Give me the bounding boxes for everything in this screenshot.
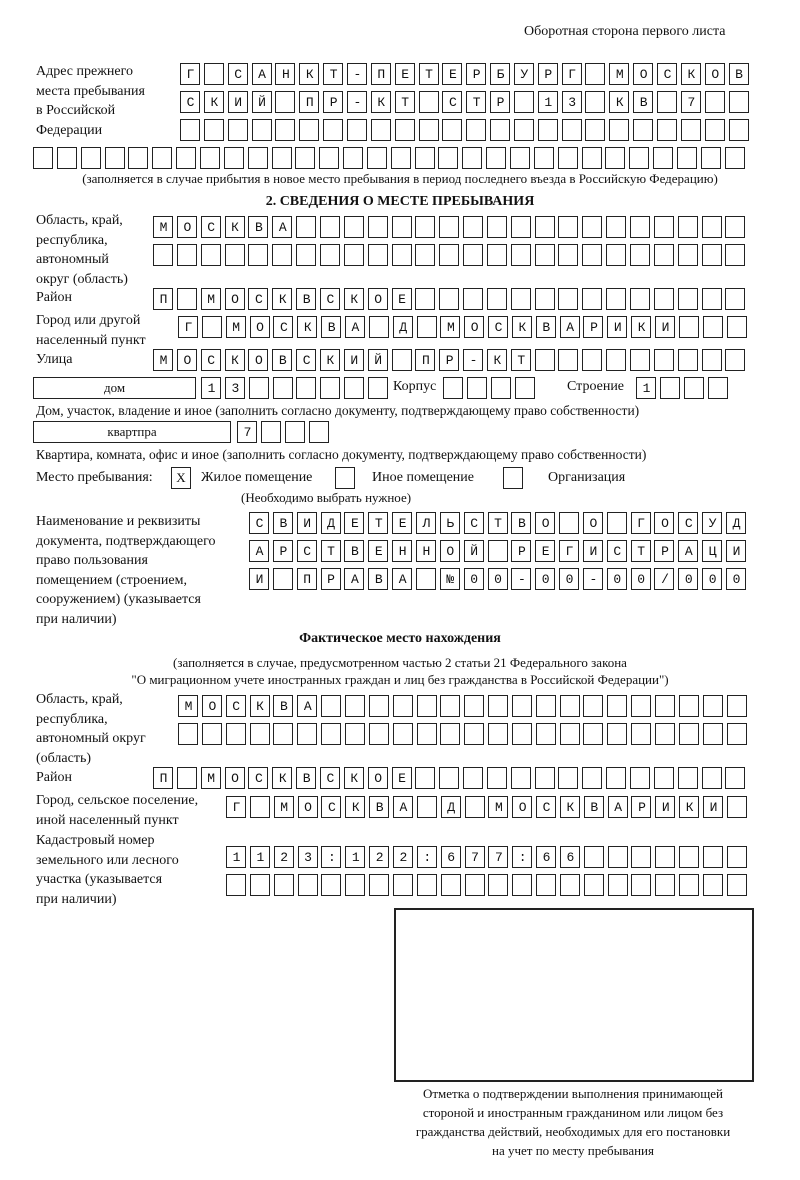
char-cell[interactable]	[535, 288, 555, 310]
char-cell[interactable]	[321, 723, 341, 745]
char-cell[interactable]	[486, 147, 506, 169]
char-cell[interactable]	[320, 377, 340, 399]
char-cell[interactable]	[536, 723, 556, 745]
char-cell[interactable]	[708, 377, 728, 399]
actual-note-1: (заполняется в случае, предусмотренном частью 2 статьи 21 Федерального закона	[173, 655, 627, 670]
char-cell[interactable]	[727, 695, 747, 717]
char-cell[interactable]	[631, 874, 651, 896]
char-cell[interactable]	[250, 874, 270, 896]
char-cell[interactable]	[654, 349, 674, 371]
char-cell[interactable]	[727, 874, 747, 896]
char-cell[interactable]	[345, 695, 365, 717]
choose-note: (Необходимо выбрать нужное)	[241, 490, 412, 505]
char-cell[interactable]	[702, 216, 722, 238]
char-cell[interactable]	[369, 695, 389, 717]
char-cell[interactable]	[439, 244, 459, 266]
char-cell[interactable]	[273, 377, 293, 399]
char-cell[interactable]	[560, 695, 580, 717]
char-cell[interactable]	[296, 377, 316, 399]
char-cell[interactable]	[727, 723, 747, 745]
char-cell[interactable]	[703, 695, 723, 717]
region-label: Область, край, республика, автономный округ (область)	[36, 213, 128, 287]
char-cell[interactable]	[248, 147, 268, 169]
cells-value: Г МОСКВА Д МОСКВАРИКИ	[232, 800, 734, 815]
house-type-field[interactable]: дом	[33, 377, 196, 399]
char-cell[interactable]	[200, 147, 220, 169]
char-cell[interactable]	[585, 119, 605, 141]
char-cell[interactable]	[273, 723, 293, 745]
char-cell[interactable]	[415, 216, 435, 238]
char-cell[interactable]	[608, 846, 628, 868]
char-cell[interactable]	[725, 349, 745, 371]
char-cell[interactable]	[393, 723, 413, 745]
char-cell[interactable]	[415, 244, 435, 266]
char-cell[interactable]	[607, 695, 627, 717]
char-cell[interactable]	[393, 695, 413, 717]
char-cell[interactable]	[679, 695, 699, 717]
char-cell[interactable]	[681, 119, 701, 141]
cells-value: СКИЙ ПР-КТ СТР 13 КВ 7	[186, 95, 712, 110]
char-cell[interactable]	[285, 421, 305, 443]
char-cell[interactable]	[512, 723, 532, 745]
char-cell[interactable]	[368, 244, 388, 266]
char-cell[interactable]	[684, 377, 704, 399]
char-cell[interactable]	[393, 874, 413, 896]
char-cell[interactable]	[345, 874, 365, 896]
char-cell[interactable]	[560, 874, 580, 896]
char-cell[interactable]	[343, 147, 363, 169]
char-cell[interactable]	[514, 119, 534, 141]
char-cell[interactable]	[606, 349, 626, 371]
char-cell[interactable]	[605, 147, 625, 169]
char-cell[interactable]	[511, 244, 531, 266]
previous-address-label: Адрес прежнего места пребывания в Российской Федерации	[36, 64, 145, 138]
char-cell[interactable]	[298, 874, 318, 896]
cells-value: СВИДЕТЕЛЬСТВО О ГОСУД	[255, 516, 757, 531]
char-cell[interactable]	[678, 216, 698, 238]
char-cell[interactable]	[442, 119, 462, 141]
char-cell[interactable]	[463, 288, 483, 310]
cells-value: 1	[642, 381, 667, 396]
char-cell[interactable]	[467, 377, 487, 399]
actual-city-label: Город, сельское поселение, иной населенный пункт	[36, 793, 199, 828]
char-cell[interactable]	[705, 119, 725, 141]
char-cell[interactable]	[633, 119, 653, 141]
structure-label: Строение	[567, 379, 625, 394]
char-cell[interactable]	[488, 723, 508, 745]
document-label: Наименование и реквизиты документа, подтверждающего право пользования помещением (строением, сооружением) (указывается при наличии)	[36, 514, 216, 627]
previous-address-note: (заполняется в случае прибытия в новое место пребывания в период последнего въезда в Российскую Федерацию)	[82, 171, 718, 186]
char-cell[interactable]	[630, 767, 650, 789]
char-cell[interactable]	[490, 119, 510, 141]
char-cell[interactable]	[725, 147, 745, 169]
char-cell[interactable]	[511, 767, 531, 789]
char-cell[interactable]	[419, 119, 439, 141]
actual-title: Фактическое место нахождения	[299, 631, 501, 646]
char-cell[interactable]	[582, 216, 602, 238]
char-cell[interactable]	[679, 846, 699, 868]
char-cell[interactable]	[462, 147, 482, 169]
section2-title: 2. СВЕДЕНИЯ О МЕСТЕ ПРЕБЫВАНИЯ	[265, 194, 535, 209]
char-cell[interactable]	[654, 288, 674, 310]
cells-value: П МОСКВСКОЕ	[159, 771, 422, 786]
char-cell[interactable]	[438, 147, 458, 169]
char-cell[interactable]	[606, 244, 626, 266]
char-cell[interactable]	[464, 723, 484, 745]
cells-value: Г МОСКВА Д МОСКВАРИКИ	[184, 320, 686, 335]
char-cell[interactable]	[440, 723, 460, 745]
char-cell[interactable]	[250, 723, 270, 745]
cells-value	[153, 244, 160, 267]
char-cell[interactable]	[725, 288, 745, 310]
char-cell[interactable]	[558, 147, 578, 169]
cells-value: МОСКОВСКИЙ ПР-КТ	[159, 353, 542, 368]
char-cell[interactable]	[344, 244, 364, 266]
char-cell[interactable]	[678, 767, 698, 789]
char-cell[interactable]	[703, 846, 723, 868]
char-cell[interactable]	[347, 119, 367, 141]
char-cell[interactable]	[729, 119, 749, 141]
char-cell[interactable]	[655, 846, 675, 868]
char-cell[interactable]	[81, 147, 101, 169]
char-cell[interactable]	[248, 244, 268, 266]
char-cell[interactable]	[512, 695, 532, 717]
char-cell[interactable]	[725, 767, 745, 789]
char-cell[interactable]	[584, 874, 604, 896]
char-cell[interactable]	[727, 316, 747, 338]
char-cell[interactable]	[487, 244, 507, 266]
cells-value	[180, 119, 187, 142]
char-cell[interactable]	[202, 723, 222, 745]
char-cell[interactable]	[702, 288, 722, 310]
char-cell[interactable]	[392, 244, 412, 266]
char-cell[interactable]	[488, 874, 508, 896]
char-cell[interactable]	[321, 874, 341, 896]
char-cell[interactable]	[371, 119, 391, 141]
char-cell[interactable]	[274, 874, 294, 896]
char-cell[interactable]	[655, 723, 675, 745]
char-cell[interactable]	[582, 349, 602, 371]
char-cell[interactable]	[538, 119, 558, 141]
char-cell[interactable]	[369, 723, 389, 745]
char-cell[interactable]	[678, 244, 698, 266]
char-cell[interactable]	[368, 377, 388, 399]
cadastre-label: Кадастровый номер земельного или лесного участка (указывается при наличии)	[36, 833, 179, 907]
char-cell[interactable]	[367, 147, 387, 169]
char-cell[interactable]	[201, 244, 221, 266]
char-cell[interactable]	[535, 767, 555, 789]
char-cell[interactable]	[488, 695, 508, 717]
char-cell[interactable]	[607, 723, 627, 745]
char-cell[interactable]	[152, 147, 172, 169]
char-cell[interactable]	[727, 846, 747, 868]
char-cell[interactable]	[653, 147, 673, 169]
other-premises-checkbox[interactable]	[335, 467, 355, 489]
district-label: Район	[36, 290, 72, 305]
char-cell[interactable]	[57, 147, 77, 169]
char-cell[interactable]	[582, 244, 602, 266]
char-cell[interactable]	[511, 288, 531, 310]
organization-checkbox[interactable]	[503, 467, 523, 489]
cells-value: АРСТВЕННОЙ РЕГИСТРАЦИ	[255, 544, 757, 559]
char-cell[interactable]	[679, 874, 699, 896]
char-cell[interactable]	[463, 216, 483, 238]
char-cell[interactable]	[606, 288, 626, 310]
char-cell[interactable]	[729, 91, 749, 113]
char-cell[interactable]	[631, 846, 651, 868]
cells-value: И ПРАВА №00-00-00/000	[255, 572, 757, 587]
residential-checkbox[interactable]: X	[171, 467, 191, 489]
char-cell[interactable]	[629, 147, 649, 169]
char-cell[interactable]	[657, 119, 677, 141]
char-cell[interactable]	[487, 767, 507, 789]
char-cell[interactable]	[272, 244, 292, 266]
cells-value: 7	[243, 425, 268, 440]
char-cell[interactable]	[105, 147, 125, 169]
char-cell[interactable]	[703, 723, 723, 745]
char-cell[interactable]	[345, 723, 365, 745]
char-cell[interactable]	[609, 119, 629, 141]
cells-value	[443, 377, 450, 400]
char-cell[interactable]	[344, 216, 364, 238]
cells-value	[178, 723, 185, 746]
char-cell[interactable]	[228, 119, 248, 141]
char-cell[interactable]	[296, 244, 316, 266]
char-cell[interactable]	[701, 147, 721, 169]
cells-value: МОСКВА	[159, 220, 303, 235]
char-cell[interactable]	[558, 767, 578, 789]
char-cell[interactable]	[463, 767, 483, 789]
street-label: Улица	[36, 352, 73, 367]
char-cell[interactable]	[583, 695, 603, 717]
char-cell[interactable]	[535, 244, 555, 266]
char-cell[interactable]	[176, 147, 196, 169]
char-cell[interactable]	[320, 244, 340, 266]
char-cell[interactable]	[630, 349, 650, 371]
char-cell[interactable]	[631, 723, 651, 745]
char-cell[interactable]	[464, 695, 484, 717]
char-cell[interactable]	[344, 377, 364, 399]
char-cell[interactable]	[654, 767, 674, 789]
char-cell[interactable]	[703, 874, 723, 896]
char-cell[interactable]	[417, 695, 437, 717]
char-cell[interactable]	[369, 874, 389, 896]
actual-note-2: "О миграционном учете иностранных граждан и лиц без гражданства в Российской Федерации")	[131, 672, 669, 687]
char-cell[interactable]	[560, 723, 580, 745]
cells-value: МОСКВА	[184, 699, 328, 714]
stamp-caption: Отметка о подтверждении выполнения принимающей стороной и иностранным гражданином или лицом без гражданства действий, необходимых для его постановки на учет по месту пребывания	[415, 1086, 731, 1158]
apartment-type-field[interactable]: квартпра	[33, 421, 231, 443]
cells-value: 1123:122:677:66	[232, 850, 591, 865]
place-label: Место пребывания:	[36, 470, 153, 485]
actual-district-label: Район	[36, 770, 72, 785]
char-cell[interactable]	[702, 349, 722, 371]
char-cell[interactable]	[275, 119, 295, 141]
char-cell[interactable]	[323, 119, 343, 141]
char-cell[interactable]	[535, 216, 555, 238]
char-cell[interactable]	[511, 216, 531, 238]
char-cell[interactable]	[558, 349, 578, 371]
apartment-note: Квартира, комната, офис и иное (заполнить согласно документу, подтверждающему право собственности)	[36, 447, 647, 462]
char-cell[interactable]	[395, 119, 415, 141]
char-cell[interactable]	[630, 216, 650, 238]
char-cell[interactable]	[562, 119, 582, 141]
house-note: Дом, участок, владение и иное (заполнить согласно документу, подтверждающему право собственности)	[36, 403, 640, 418]
char-cell[interactable]	[491, 377, 511, 399]
char-cell[interactable]	[582, 288, 602, 310]
char-cell[interactable]	[608, 874, 628, 896]
cells-value	[33, 147, 40, 170]
building-label: Корпус	[393, 379, 437, 394]
char-cell[interactable]	[487, 216, 507, 238]
char-cell[interactable]	[441, 874, 461, 896]
char-cell[interactable]	[606, 216, 626, 238]
char-cell[interactable]	[654, 216, 674, 238]
residential-label: Жилое помещение	[201, 470, 313, 485]
char-cell[interactable]	[630, 288, 650, 310]
char-cell[interactable]	[510, 147, 530, 169]
char-cell[interactable]	[252, 119, 272, 141]
other-premises-label: Иное помещение	[372, 470, 474, 485]
char-cell[interactable]	[319, 147, 339, 169]
city-label: Город или другой населенный пункт	[36, 313, 146, 348]
char-cell[interactable]	[415, 147, 435, 169]
char-cell[interactable]	[463, 244, 483, 266]
char-cell[interactable]	[309, 421, 329, 443]
char-cell[interactable]	[703, 316, 723, 338]
cells-value: Г САНКТ-ПЕТЕРБУРГ МОСКОВ	[186, 67, 760, 82]
char-cell[interactable]	[515, 377, 535, 399]
char-cell[interactable]	[679, 723, 699, 745]
char-cell[interactable]	[654, 244, 674, 266]
char-cell[interactable]	[655, 695, 675, 717]
actual-region-label: Область, край, республика, автономный округ (область)	[36, 692, 146, 766]
char-cell[interactable]	[630, 244, 650, 266]
char-cell[interactable]	[725, 216, 745, 238]
cells-value: 13	[207, 381, 256, 396]
char-cell[interactable]	[536, 874, 556, 896]
char-cell[interactable]	[439, 288, 459, 310]
char-cell[interactable]	[417, 723, 437, 745]
char-cell[interactable]	[272, 147, 292, 169]
page-note: Оборотная сторона первого листа	[524, 24, 726, 39]
char-cell[interactable]	[534, 147, 554, 169]
char-cell[interactable]	[320, 216, 340, 238]
char-cell[interactable]	[204, 119, 224, 141]
char-cell[interactable]	[392, 216, 412, 238]
char-cell[interactable]	[582, 147, 602, 169]
char-cell[interactable]	[466, 119, 486, 141]
organization-label: Организация	[548, 470, 626, 485]
char-cell[interactable]	[536, 695, 556, 717]
char-cell[interactable]	[631, 695, 651, 717]
char-cell[interactable]	[226, 723, 246, 745]
char-cell[interactable]	[440, 695, 460, 717]
char-cell[interactable]	[583, 723, 603, 745]
char-cell[interactable]	[368, 216, 388, 238]
char-cell[interactable]	[299, 119, 319, 141]
char-cell[interactable]	[177, 244, 197, 266]
char-cell[interactable]	[606, 767, 626, 789]
char-cell[interactable]	[678, 349, 698, 371]
char-cell[interactable]	[128, 147, 148, 169]
char-cell[interactable]	[558, 288, 578, 310]
char-cell[interactable]	[295, 147, 315, 169]
cells-value	[226, 874, 233, 897]
char-cell[interactable]	[702, 244, 722, 266]
char-cell[interactable]	[487, 288, 507, 310]
char-cell[interactable]	[655, 874, 675, 896]
char-cell[interactable]	[225, 244, 245, 266]
cells-value: П МОСКВСКОЕ	[159, 292, 422, 307]
confirmation-stamp-box	[394, 908, 754, 1082]
char-cell[interactable]	[677, 147, 697, 169]
char-cell[interactable]	[702, 767, 722, 789]
char-cell[interactable]	[512, 874, 532, 896]
char-cell[interactable]	[224, 147, 244, 169]
char-cell[interactable]	[725, 244, 745, 266]
char-cell[interactable]	[439, 216, 459, 238]
char-cell[interactable]	[678, 288, 698, 310]
char-cell[interactable]	[465, 874, 485, 896]
char-cell[interactable]	[558, 244, 578, 266]
char-cell[interactable]	[439, 767, 459, 789]
char-cell[interactable]	[558, 216, 578, 238]
char-cell[interactable]	[417, 874, 437, 896]
char-cell[interactable]	[391, 147, 411, 169]
char-cell[interactable]	[582, 767, 602, 789]
char-cell[interactable]	[297, 723, 317, 745]
